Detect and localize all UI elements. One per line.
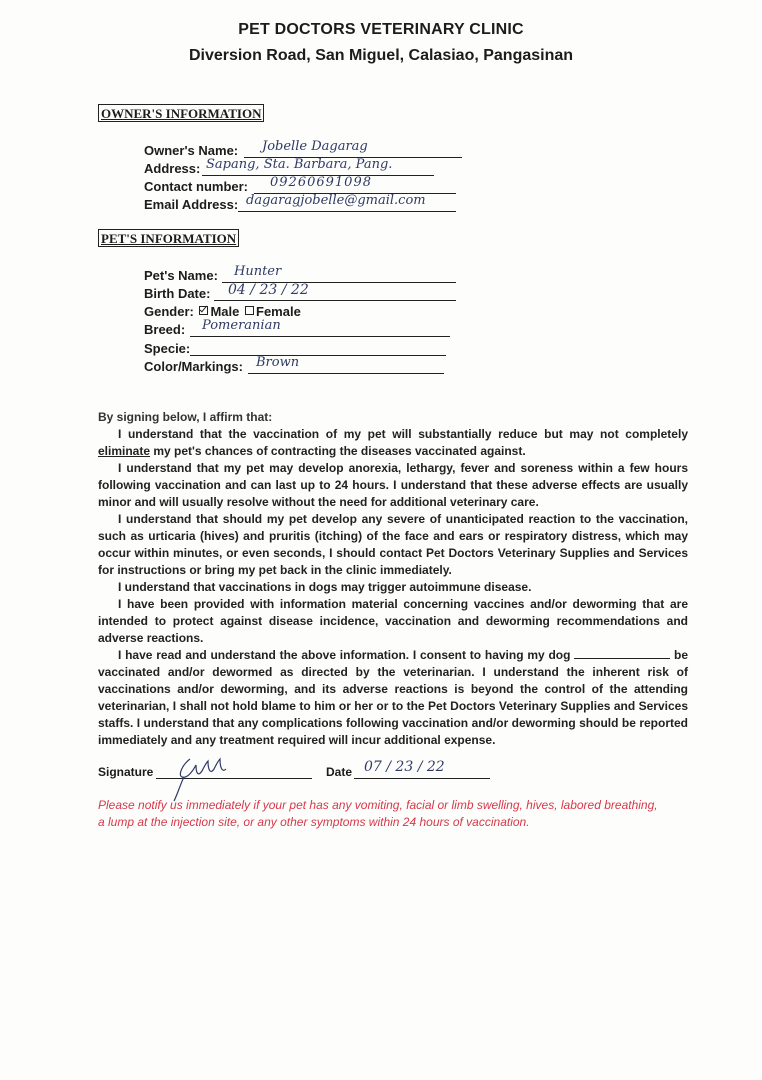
clinic-name: PET DOCTORS VETERINARY CLINIC: [238, 21, 524, 38]
signature-label: Signature: [98, 765, 154, 779]
pet-name-label: Pet's Name:: [144, 268, 218, 283]
clinic-address: Diversion Road, San Miguel, Calasiao, Pangasinan: [188, 47, 574, 64]
address-label: Address:: [144, 161, 201, 176]
affirm-paragraph-2: I understand that my pet may develop anorexia, lethargy, fever and soreness within a few hours following vaccination and can last up to 24 hours. I understand that these adverse effects are usually minor and will usually resolve without the need for additional veterinary care.: [98, 461, 688, 509]
male-checkbox[interactable]: [199, 306, 208, 315]
breed-value: Pomeranian: [202, 318, 281, 333]
date-value: 07 / 23 / 22: [364, 759, 445, 775]
birth-date-value: 04 / 23 / 22: [228, 282, 309, 298]
affirm-p1-end: my pet's chances of contracting the diseases vaccinated against.: [150, 444, 526, 458]
contact-number-label: Contact number:: [144, 179, 248, 194]
affirm-intro: By signing below, I affirm that:: [98, 410, 273, 424]
color-markings-value: Brown: [256, 355, 300, 370]
contact-number-value: 09260691098: [270, 175, 372, 190]
date-label: Date: [326, 765, 353, 779]
dog-name-blank[interactable]: [574, 647, 670, 659]
male-label: Male: [210, 304, 240, 319]
birth-year: 22: [290, 282, 309, 298]
affirm-paragraph-3: I understand that should my pet develop any severe of unanticipated reaction to the vaccination, such as urticaria (hives) and pruritis (itching) of the face and ears or respiratory distress, which may occur within minutes, or even seconds, I should contact Pet Doctors Veterinary Supplies and Services for instructions or bring my pet back in the clinic immediately.: [98, 512, 688, 577]
affirm-p1-eliminate: eliminate: [98, 444, 151, 458]
owner-name-label: Owner's Name:: [144, 143, 239, 158]
affirm-paragraph-1: [98, 426, 688, 460]
owner-name-value: Jobelle Dagarag: [262, 139, 368, 154]
pet-info-heading: PET'S INFORMATION: [98, 229, 239, 247]
affirm-paragraph-6: [98, 647, 688, 749]
birth-month: 04: [228, 282, 246, 298]
color-markings-label: Color/Markings:: [144, 359, 243, 374]
affirm-p6-end: be vaccinated and/or dewormed as directed by the veterinarian. I understand the inherent risk of vaccinations and/or deworming, and its adverse reactions is beyond the control of the attending veterinarian, I shall not hold blame to him or her or to the Pet Doctors Veterinary Supplies and Services staffs. I understand that any complications following vaccination and/or deworming should be reported immediately and any treatment required will incur additional expense.: [98, 648, 688, 747]
pet-name-value: Hunter: [234, 264, 282, 279]
email-value: dagaragjobelle@gmail.com: [246, 193, 426, 208]
breed-label: Breed:: [144, 322, 186, 337]
address-value: Sapang, Sta. Barbara, Pang.: [206, 157, 393, 172]
female-label: Female: [256, 304, 301, 319]
symptoms-notice: Please notify us immediately if your pet has any vomiting, facial or limb swelling, hives, labored breathing, a lump at the injection site, or any other symptoms within 24 hours of vaccination.: [98, 798, 658, 829]
female-checkbox[interactable]: [245, 306, 254, 315]
birth-day: 23: [259, 282, 278, 298]
birth-date-label: Birth Date:: [144, 286, 211, 301]
email-label: Email Address:: [144, 197, 239, 212]
affirm-paragraph-5: I have been provided with information material concerning vaccines and/or deworming that are intended to protect against disease incidence, vaccination and deworming recommendations and adverse reactions.: [98, 597, 688, 645]
affirm-p1-start: I understand that the vaccination of my pet will substantially reduce but may not completely: [118, 427, 688, 441]
gender-label: Gender:: [144, 304, 194, 319]
affirm-p6-start: I have read and understand the above information. I consent to having my dog: [118, 648, 575, 662]
specie-label: Specie:: [144, 341, 191, 356]
affirm-paragraph-4: I understand that vaccinations in dogs may trigger autoimmune disease.: [118, 580, 532, 594]
specie-field[interactable]: [190, 339, 446, 356]
owner-info-heading: OWNER'S INFORMATION: [98, 104, 264, 122]
